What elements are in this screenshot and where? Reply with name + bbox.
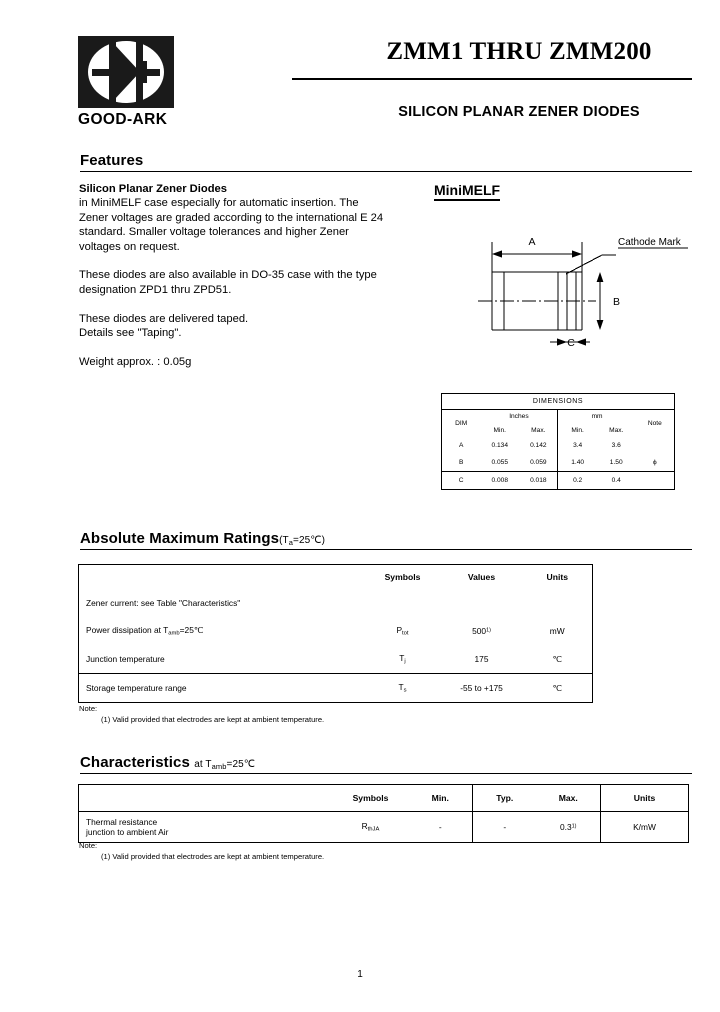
dim-mm-max: 0.4 [597,472,636,490]
char-max-note: 1) [571,823,577,830]
features-para3-line1: These diodes are delivered taped. [79,312,249,325]
dimensions-table [441,393,675,490]
dim-mm-max: 3.6 [611,442,621,449]
characteristics-note [79,840,559,862]
dim-name: A [458,442,464,449]
features-para1-line4: voltages on request. [79,240,180,253]
amr-header-values: Values [467,572,496,582]
amr-param-text: Power dissipation at T [86,625,169,636]
amr-header-param [79,565,365,590]
page-subtitle: SILICON PLANAR ZENER DIODES [398,104,640,120]
amr-param [79,617,365,645]
dim-in-min: 0.008 [480,472,519,490]
features-para3-line2: Details see "Taping". [79,327,182,340]
features-para1-line2: Zener voltages are graded according to the international E 24 [79,211,384,224]
amr-note-text: (1) Valid provided that electrodes are kept at ambient temperature. [101,715,325,724]
dimensions-group-mm: mm [558,410,636,424]
package-label: MiniMELF [434,182,500,201]
char-symbol [333,812,409,843]
dimensions-title: DIMENSIONS [442,394,675,410]
dimensions-table-title-row [442,394,675,410]
char-max [537,812,601,843]
char-min: - [409,812,473,843]
amr-header-symbols: Symbols [384,572,421,582]
amr-param: Storage temperature range [79,674,365,703]
dim-name: B [458,459,464,466]
char-param [79,812,333,843]
char-param-line2: junction to ambient Air [86,827,169,837]
characteristics-condition [194,759,255,770]
dim-note [636,437,675,454]
characteristics-table [78,784,689,843]
dim-in-min: 0.055 [491,459,508,466]
char-note-text: (1) Valid provided that electrodes are kept at ambient temperature. [101,852,325,861]
amr-cond-sub: a [288,537,294,547]
dim-in-max: 0.059 [530,459,547,466]
amr-symbol-sub: j [404,658,406,665]
dim-note: ϕ [652,459,657,466]
char-header-min: Min. [431,793,449,803]
amr-cond-pre: (T [279,535,289,546]
amr-symbol-text: P [396,625,403,636]
dim-mm-max: 1.50 [609,459,623,466]
amr-param: Zener current: see Table "Characteristics" [86,598,241,608]
amr-divider [80,549,692,550]
features-para2-line2: designation ZPD1 thru ZPD51. [79,283,232,296]
char-param-line1: Thermal resistance [86,817,158,827]
dim-mm-min: 3.4 [558,437,597,454]
amr-value: -55 to +175 [441,674,523,703]
char-units: K/mW [601,812,689,843]
char-header-param [79,785,333,812]
dimension-c-label: C [567,337,575,349]
features-weight: Weight approx. : 0.05g [79,355,192,368]
dim-mm-min: 0.2 [558,472,597,490]
features-text [79,182,414,369]
char-note-label: Note: [79,841,98,850]
table-row [79,617,593,645]
dim-in-max: 0.142 [530,442,547,449]
amr-symbol-sub: s [403,687,407,694]
amr-section-header [80,530,692,550]
amr-units: mW [549,626,565,636]
features-para1-line3: standard. Smaller voltage tolerances and higher Zener [79,226,349,239]
dim-mm-min: 1.40 [558,454,597,472]
char-header-typ: Typ. [473,785,537,812]
dimensions-col-dim: DIM [455,420,468,427]
char-header-units: Units [601,785,689,812]
dimensions-group-inches: Inches [509,413,529,420]
amr-param-sub: amb [168,630,180,637]
amr-symbol [365,589,441,617]
amr-condition [279,535,325,546]
amr-symbol [365,674,441,703]
features-lead: Silicon Planar Zener Diodes [79,183,227,195]
dim-in-max: 0.018 [519,472,558,490]
dim-in-min: 0.134 [491,442,508,449]
amr-heading: Absolute Maximum Ratings [80,530,280,547]
dimensions-col-note: Note [647,420,662,427]
table-row [442,454,675,472]
char-cond-pre: at T [194,759,212,770]
amr-units [523,589,593,617]
features-para2-line1: These diodes are also available in DO-35 case with the type [79,269,377,282]
page-number: 1 [357,969,363,980]
dimensions-in-min-header: Min. [493,426,506,434]
amr-value-note: 1) [486,627,491,634]
dimension-b-label: B [613,296,621,308]
dimension-a-label: A [528,236,536,248]
dim-note [636,472,675,490]
char-symbol-sub: thJA [367,826,380,833]
table-row [79,645,593,674]
table-row [79,589,593,617]
amr-header-units: Units [546,572,568,582]
char-header-max: Max. [558,793,578,803]
amr-symbol [365,617,441,645]
amr-cond-tail: =25℃) [293,535,326,546]
amr-note [79,703,559,725]
amr-param: Junction temperature [86,654,165,664]
table-row [79,674,593,703]
dimensions-group-row [442,410,675,424]
amr-value: 175 [474,654,489,664]
features-section-header [80,152,692,172]
amr-symbol-text: T [399,653,405,664]
dimensions-mm-min-header: Min. [558,423,597,437]
title-divider [292,78,692,80]
char-header-symbols: Symbols [352,793,389,803]
characteristics-divider [80,773,692,774]
table-row [442,437,675,454]
characteristics-heading-row [80,754,692,771]
company-name: GOOD-ARK [78,111,168,128]
amr-header-row [79,565,593,590]
amr-units: ℃ [523,674,593,703]
char-typ: - [473,812,537,843]
amr-value [441,589,523,617]
char-max-text: 0.3 [560,822,572,832]
char-cond-sub: amb [211,761,227,771]
page-header [78,36,692,146]
company-logo [78,36,178,129]
characteristics-header-row [79,785,689,812]
amr-units: ℃ [552,654,562,664]
dimensions-mm-max-header: Max. [609,426,624,434]
characteristics-section-header [80,754,692,774]
goodark-diode-logo-icon [78,36,174,108]
amr-param-tail: =25℃ [179,625,204,636]
amr-note-label: Note: [79,704,98,713]
amr-symbol [365,645,441,674]
characteristics-heading: Characteristics [80,754,190,771]
minimelf-package-drawing [430,212,692,352]
amr-value-text: 500 [472,626,487,636]
table-row [79,812,689,843]
page-title: ZMM1 THRU ZMM200 [386,38,652,65]
absolute-maximum-ratings-table [78,564,593,703]
features-heading: Features [80,152,144,169]
features-para1-line1: in MiniMELF case especially for automatic insertion. The [79,197,359,210]
table-row [442,472,675,490]
amr-symbol-text: T [398,682,404,693]
dim-name: C [442,472,481,490]
features-divider [80,171,692,172]
amr-symbol-sub: tot [402,630,409,637]
cathode-mark-label: Cathode Mark [618,237,681,248]
char-symbol-text: R [361,821,368,832]
amr-heading-row [80,530,692,547]
amr-value [441,617,523,645]
dimensions-in-max-header: Max. [531,426,546,434]
char-cond-tail: =25℃ [226,759,256,770]
